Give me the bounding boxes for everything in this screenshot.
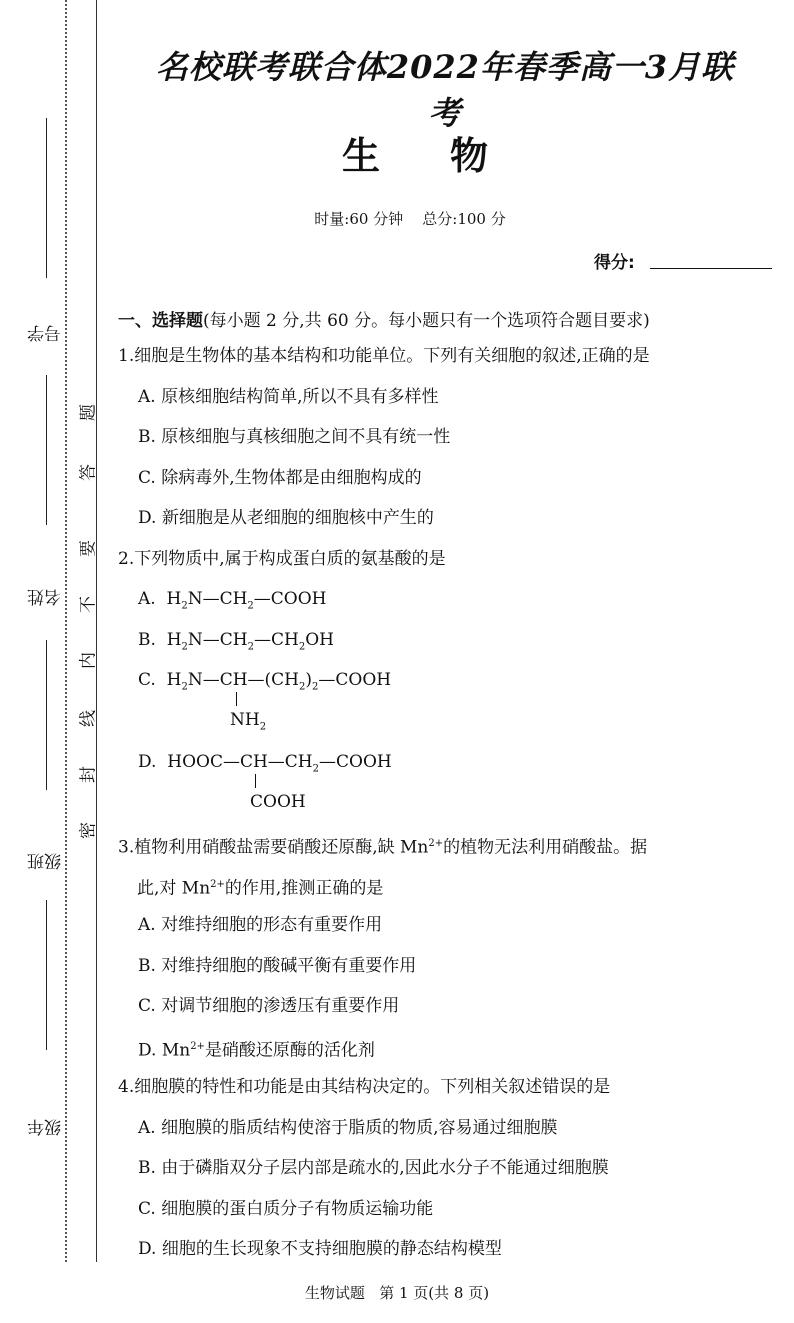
question-2-option-b (118, 620, 782, 661)
question-1-option-c: C. 除病毒外,生物体都是由细胞构成的 (138, 467, 422, 488)
formula-part: N—CH—(CH (187, 670, 300, 690)
seal-char: 要 (78, 540, 99, 557)
question-4-stem: 4.细胞膜的特性和功能是由其结构决定的。下列相关叙述错误的是 (118, 1077, 611, 1097)
page-footer: 生物试题 第 1 页(共 8 页) (304, 1284, 490, 1302)
seal-char: 线 (78, 710, 99, 727)
formula-branch: COOH (250, 792, 306, 812)
formula-part: H (166, 670, 182, 690)
formula-subscript: 2 (299, 681, 306, 693)
question-3-option-c: C. 对调节细胞的渗透压有重要作用 (138, 996, 400, 1016)
question-4-option-a: A. 细胞膜的脂质结构使溶于脂质的物质,容易通过细胞膜 (138, 1117, 558, 1138)
student-id-blank (46, 118, 47, 278)
formula-part: H (166, 629, 182, 650)
question-2-stem: 2.下列物质中,属于构成蛋白质的氨基酸的是 (118, 548, 446, 569)
formula-subscript: 2 (298, 640, 306, 652)
formula-part: H (166, 589, 182, 609)
formula-part: —COOH (318, 670, 392, 690)
subject-title: 生物 (341, 133, 558, 178)
section-heading (118, 306, 782, 336)
formula-part: N—CH (187, 629, 248, 650)
question-1-option-a: A. 原核细胞结构简单,所以不具有多样性 (138, 386, 439, 407)
stem-part: 3.植物利用硝酸盐需要硝酸还原酶,缺 Mn (118, 837, 429, 858)
ion-charge: 2+ (210, 878, 225, 890)
stem-part: 的植物无法利用硝酸盐。据 (443, 837, 648, 858)
formula-subscript: 2 (181, 600, 188, 612)
formula-part: —COOH (253, 589, 327, 609)
section-note: (每小题 2 分,共 60 分。每小题只有一个选项符合题目要求) (203, 311, 650, 331)
formula-subscript: 2 (181, 640, 188, 652)
score-label: 得分: (594, 253, 635, 273)
seal-char: 题 (78, 404, 99, 421)
question-4-option-c: C. 细胞膜的蛋白质分子有物质运输功能 (138, 1198, 434, 1219)
ion-charge: 2+ (428, 838, 444, 849)
option-letter: A. (138, 589, 156, 609)
time-label: 时量:60 分钟 (314, 210, 404, 228)
formula-part: N—CH (187, 589, 248, 609)
question-1-option-b: B. 原核细胞与真核细胞之间不具有统一性 (138, 427, 451, 447)
seal-char: 答 (78, 464, 99, 481)
question-4-option-d: D. 细胞的生长现象不支持细胞膜的静态结构模型 (138, 1239, 502, 1259)
exam-meta (190, 208, 630, 229)
question-1-option-d: D. 新细胞是从老细胞的细胞核中产生的 (138, 508, 434, 528)
option-part: 是硝酸还原酶的活化剂 (204, 1040, 375, 1061)
seal-solid-line (96, 0, 97, 1262)
grade-label: 年级 (28, 1103, 65, 1137)
stem-part: 的作用,推测正确的是 (224, 878, 384, 899)
student-id-label: 学号 (28, 309, 65, 343)
branch-bond (236, 692, 237, 706)
name-blank (46, 375, 47, 525)
formula-subscript: 2 (259, 721, 267, 733)
seal-char: 不 (78, 596, 99, 613)
question-4-option-b: B. 由于磷脂双分子层内部是疏水的,因此水分子不能通过细胞膜 (138, 1158, 609, 1178)
seal-char: 密 (78, 822, 99, 839)
total-label: 总分:100 分 (422, 210, 506, 228)
formula-part: —COOH (319, 752, 392, 772)
option-letter: C. (138, 670, 156, 690)
question-1-stem: 1.细胞是生物体的基本结构和功能单位。下列有关细胞的叙述,正确的是 (118, 346, 650, 366)
formula-part: NH (230, 710, 260, 730)
seal-char: 封 (78, 766, 99, 783)
stem-part: 此,对 Mn (137, 878, 211, 899)
question-3-stem (118, 824, 782, 865)
question-3-option-b: B. 对维持细胞的酸碱平衡有重要作用 (138, 955, 417, 976)
option-letter: D. (138, 752, 157, 772)
ion-charge: 2+ (190, 1040, 205, 1052)
seal-dotted-line (65, 0, 67, 1262)
exam-title: 名校联考联合体2022年春季高一3月联考 (155, 48, 735, 132)
question-2-option-a (118, 579, 782, 620)
formula-subscript: 2 (312, 763, 319, 775)
name-label: 姓名 (28, 573, 65, 607)
formula-subscript: 2 (247, 640, 255, 652)
question-3-option-d (118, 1027, 782, 1068)
grade-blank (46, 900, 47, 1050)
option-letter: B. (138, 629, 156, 650)
option-part: D. Mn (138, 1040, 191, 1061)
question-content (118, 306, 782, 1270)
formula-subscript: 2 (181, 681, 188, 693)
formula-part: ) (305, 670, 313, 690)
formula-subscript: 2 (247, 600, 254, 612)
formula-part: HOOC—CH—CH (167, 752, 313, 772)
seal-char: 内 (78, 652, 99, 669)
class-label: 班级 (28, 837, 65, 871)
question-3-option-a: A. 对维持细胞的形态有重要作用 (138, 915, 383, 935)
formula-branch (230, 712, 266, 732)
question-3-stem-continued (118, 865, 782, 906)
section-title: 一、选择题 (118, 311, 203, 331)
question-2-option-d (118, 742, 782, 824)
branch-bond (255, 774, 256, 788)
formula-part: —CH (254, 629, 299, 650)
formula-subscript: 2 (312, 681, 319, 693)
formula-part: OH (305, 629, 334, 650)
class-blank (46, 640, 47, 790)
score-blank[interactable] (650, 268, 772, 269)
question-2-option-c (118, 660, 782, 742)
